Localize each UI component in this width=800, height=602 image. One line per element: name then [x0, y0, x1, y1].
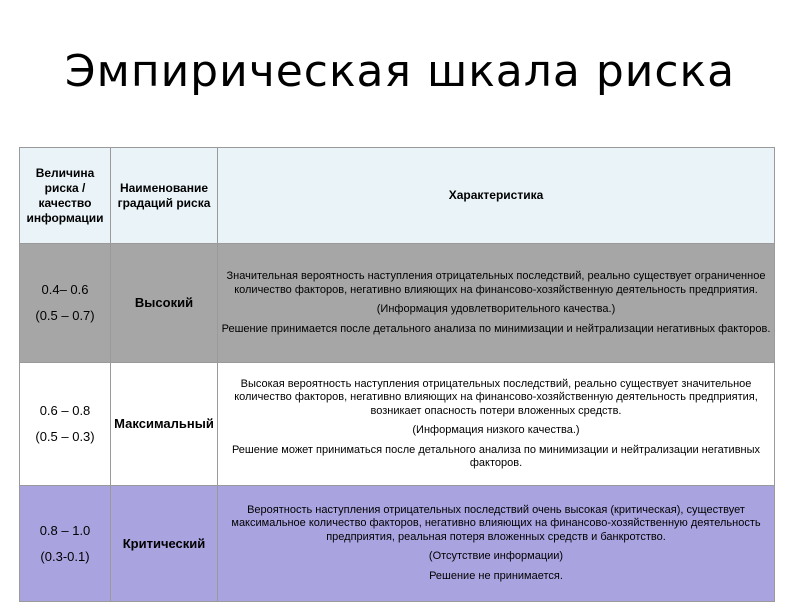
risk-grade: Максимальный: [111, 363, 218, 486]
characteristic-info-quality: (Информация низкого качества.): [412, 424, 580, 436]
characteristic-description: Значительная вероятность наступления отрицательных последствий, реально существует ограниченное количество факторов, негативно влияющих на финансово-хозяйственную деятельность предприятия.: [226, 270, 766, 296]
header-risk-value: Величина риска / качество информации: [20, 148, 111, 244]
characteristic-decision: Решение может приниматься после детального анализа по минимизации и нейтрализации негативных факторов.: [231, 443, 761, 469]
risk-value-cell: [20, 244, 111, 363]
info-quality-value: (0.3-0.1): [40, 548, 90, 564]
characteristic-decision: Решение принимается после детального анализа по минимизации и нейтрализации негативных факторов.: [221, 322, 771, 335]
risk-characteristic: [218, 363, 775, 486]
table-row: [20, 244, 775, 363]
risk-scale-table: [19, 147, 775, 602]
table-row: [20, 486, 775, 602]
table-row: [20, 363, 775, 486]
risk-value-cell: [20, 486, 111, 602]
risk-grade: Высокий: [111, 244, 218, 363]
characteristic-info-quality: (Информация удовлетворительного качества.): [376, 303, 616, 315]
characteristic-info-quality: (Отсутствие информации): [428, 550, 564, 563]
header-grade-name: Наименование градаций риска: [111, 148, 218, 244]
slide-title: Эмпирическая шкала риска: [64, 46, 736, 97]
risk-characteristic: [218, 244, 775, 363]
risk-value: 0.4– 0.6: [41, 282, 89, 297]
risk-grade: Критический: [111, 486, 218, 602]
risk-value: 0.8 – 1.0: [39, 522, 91, 538]
risk-characteristic: [218, 486, 775, 602]
characteristic-decision: Решение не принимается.: [429, 569, 563, 582]
header-characteristic: Характеристика: [218, 148, 775, 244]
info-quality-value: (0.5 – 0.7): [35, 308, 95, 323]
characteristic-description: Высокая вероятность наступления отрицательных последствий, реально существует значительное количество факторов, негативно влияющих на финансово-хозяйственную деятельность предприятия, возникает опасность потери вложенных средств.: [234, 377, 758, 417]
characteristic-description: Вероятность наступления отрицательных последствий очень высокая (критическая), существует максимальное количество факторов, негативно влияющих на финансово-хозяйственную деятельность предприятия, реальная потеря вложенных средств и банкротство.: [231, 503, 761, 543]
risk-value-cell: [20, 363, 111, 486]
risk-value: 0.6 – 0.8: [39, 403, 91, 418]
table-header-row: [20, 148, 775, 244]
info-quality-value: (0.5 – 0.3): [35, 429, 95, 444]
